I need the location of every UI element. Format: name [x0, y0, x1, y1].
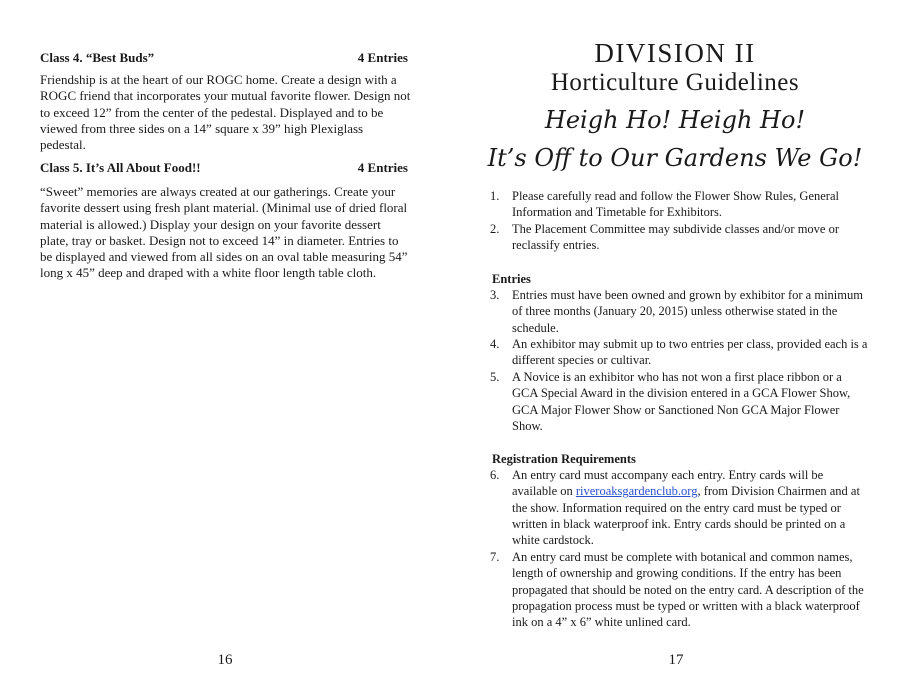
item-number: 5.: [490, 370, 500, 384]
item-text: An exhibitor may submit up to two entries per class, provided each is a different species or cultivar.: [512, 337, 868, 368]
class-5-title: Class 5. It’s All About Food!!: [40, 160, 201, 175]
page-number-left: 16: [217, 652, 233, 668]
item-text: The Placement Committee may subdivide classes and/or move or reclassify entries.: [512, 222, 840, 253]
item-number: 3.: [490, 288, 500, 302]
list-item: [490, 369, 870, 434]
class-4-entries: 4 Entries: [357, 50, 408, 65]
item-number: 4.: [490, 337, 500, 351]
item-text-before-link: An entry card must accompany each entry. Entry cards will be available on: [512, 468, 824, 499]
script-line-2: It’s Off to Our Gardens We Go!: [487, 144, 863, 172]
list-item: [490, 287, 870, 336]
item-text: Please carefully read and follow the Flower Show Rules, General Information and Timetable for Exhibitors.: [512, 189, 839, 220]
item-text: [512, 467, 870, 548]
list-item: [490, 549, 870, 630]
list-item: [490, 336, 870, 369]
list-item: [490, 221, 870, 254]
class-4-body: Friendship is at the heart of our ROGC home. Create a design with a ROGC friend that incorporates your mutual favorite flower. Design not to exceed 12” from the center of the pedestal. Displayed and to be viewed from three sides on a 14” square x 39” high Plexiglass pedestal.: [40, 72, 411, 153]
class-4-title: Class 4. “Best Buds”: [40, 50, 155, 65]
section-heading-registration: Registration Requirements: [492, 452, 636, 466]
division-subtitle: Horticulture Guidelines: [550, 69, 800, 96]
class-5-heading: [40, 160, 408, 176]
item-number: 1.: [490, 189, 500, 203]
class-4-heading: [40, 50, 408, 66]
item-text: Entries must have been owned and grown by exhibitor for a minimum of three months (January 20, 2015) unless otherwise stated in the schedule.: [512, 288, 863, 335]
list-item: [490, 467, 870, 548]
item-text: An entry card must be complete with botanical and common names, length of ownership and growing conditions. If the entry has been propagated that should be noted on the entry card. A description of the propagation process must be typed or written with a black waterproof ink on a 4” x 6” white unlined card.: [512, 550, 864, 630]
item-text-after-link: , from Division Chairmen and at the show. Information required on the entry card must be typed or written in black waterproof ink. Entry cards should be printed on a white cardstock.: [512, 484, 860, 548]
class-5-entries: 4 Entries: [357, 160, 408, 175]
item-number: 2.: [490, 222, 500, 236]
item-text: A Novice is an exhibitor who has not won a first place ribbon or a GCA Special Award in the division entered in a GCA Flower Show, GCA Major Flower Show or Sanctioned Non GCA Major Flower Show.: [512, 370, 851, 433]
right-page: [450, 0, 900, 693]
division-title: DIVISION II: [594, 38, 756, 68]
item-number: 6.: [490, 468, 500, 482]
website-link[interactable]: riveroaksgardenclub.org: [575, 484, 698, 499]
section-heading-entries: Entries: [492, 272, 531, 286]
list-item: [490, 188, 870, 221]
script-line-1: Heigh Ho! Heigh Ho!: [544, 106, 806, 134]
item-number: 7.: [490, 550, 500, 564]
page-number-right: 17: [668, 652, 684, 668]
class-5-body: “Sweet” memories are always created at our gatherings. Create your favorite dessert using fresh plant material. (Minimal use of dried floral material is allowed.) Display your design on your favorite dessert plate, tray or basket. Design not to exceed 14” in diameter. Entries to be displayed and viewed from all sides on an oval table measuring 54” long x 45” deep and draped with a white floor length table cloth.: [40, 184, 408, 281]
